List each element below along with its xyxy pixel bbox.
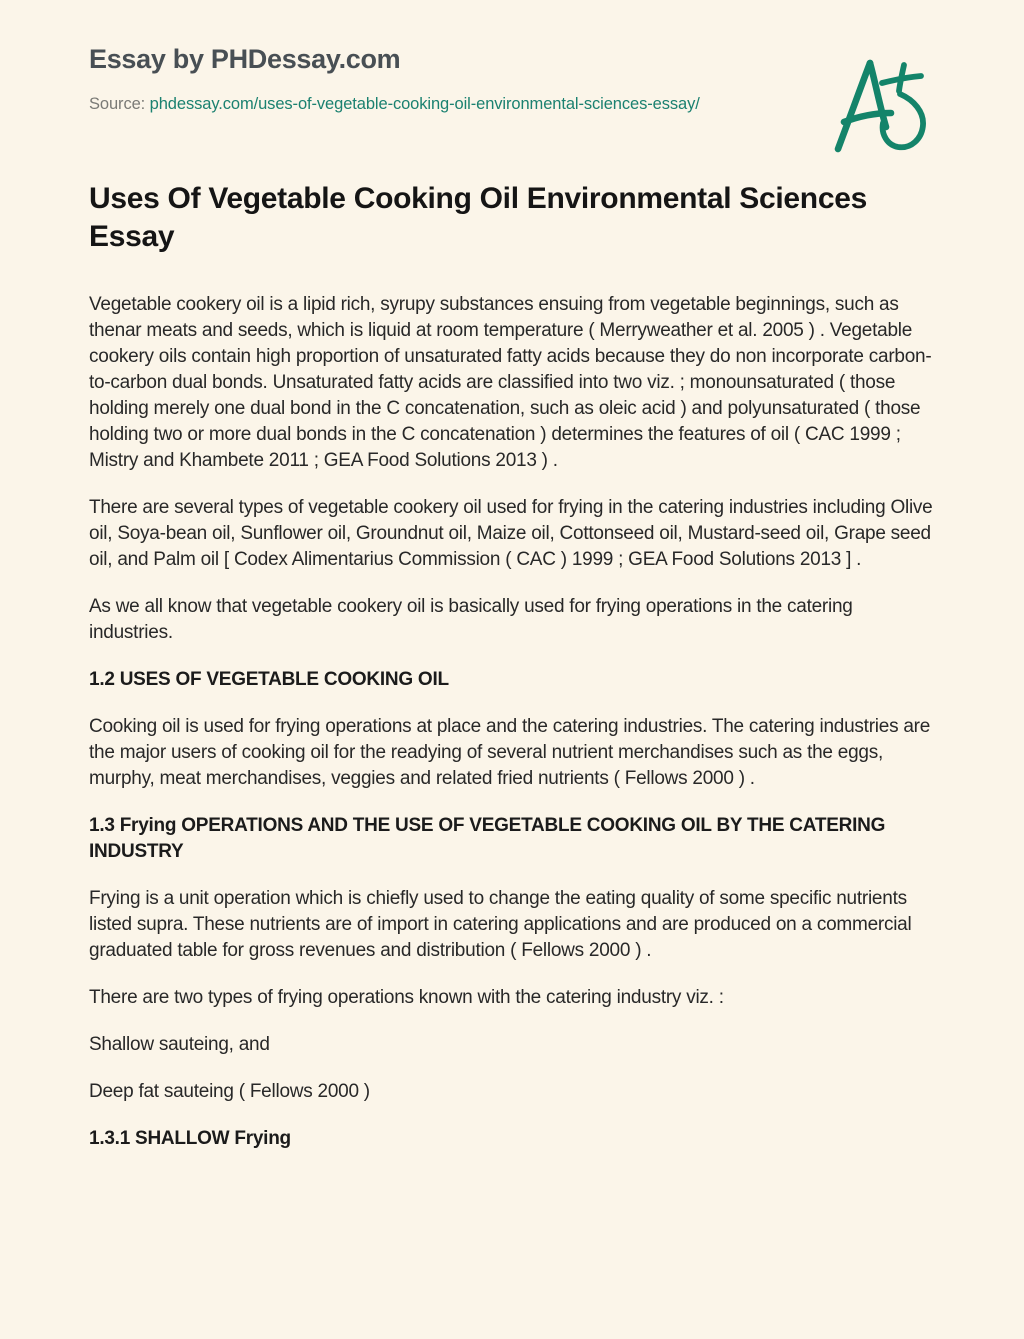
paragraph: Shallow sauteing, and [89, 1034, 270, 1055]
section-heading: 1.3.1 SHALLOW Frying [89, 1128, 291, 1149]
paragraph: Cooking oil is used for frying operations at place and the catering industries. The catering industries are the major users of cooking oil for the readying of several nutrient merchandises such as the eggs, murphy, meat merchandises, veggies and related fried nutrients ( Fellows 2000 ) . [89, 716, 931, 789]
article-body [89, 292, 935, 1152]
source-link[interactable]: phdessay.com/uses-of-vegetable-cooking-oil-environmental-sciences-essay/ [149, 95, 700, 113]
paragraph: There are two types of frying operations known with the catering industry viz. : [89, 987, 724, 1008]
article-title: Uses Of Vegetable Cooking Oil Environmental Sciences Essay [89, 182, 867, 253]
a-plus-logo-icon [830, 56, 930, 158]
paragraph: As we all know that vegetable cookery oil is basically used for frying operations in the catering industries. [89, 596, 853, 643]
paragraph: Frying is a unit operation which is chiefly used to change the eating quality of some specific nutrients listed supra. These nutrients are of import in catering applications and are produced on a commercial graduated table for gross revenues and distribution ( Fellows 2000 ) . [89, 888, 912, 961]
brand-title: Essay by PHDessay.com [89, 44, 401, 74]
page-header [89, 44, 935, 114]
paragraph: Vegetable cookery oil is a lipid rich, syrupy substances ensuing from vegetable beginnings, such as thenar meats and seeds, which is liquid at room temperature ( Merryweather et al. 2005 ) . Vegetable cookery oils contain high proportion of unsaturated fatty acids because they do non incorporate carbon-to-carbon dual bonds. Unsaturated fatty acids are classified into two viz. ; monounsaturated ( those holding merely one dual bond in the C concatenation, such as oleic acid ) and polyunsaturated ( those holding two or more dual bonds in the C concatenation ) determines the features of oil ( CAC 1999 ; Mistry and Khambete 2011 ; GEA Food Solutions 2013 ) . [89, 294, 932, 471]
section-heading: 1.3 Frying OPERATIONS AND THE USE OF VEGETABLE COOKING OIL BY THE CATERING INDUSTRY [89, 815, 886, 862]
source-label: Source: [89, 95, 146, 113]
paragraph: There are several types of vegetable cookery oil used for frying in the catering industries including Olive oil, Soya-bean oil, Sunflower oil, Groundnut oil, Maize oil, Cottonseed oil, Mustard-seed oil, Grape seed oil, and Palm oil [ Codex Alimentarius Commission ( CAC ) 1999 ; GEA Food Solutions 2013 ] . [89, 497, 933, 570]
source-line [89, 95, 935, 114]
section-heading: 1.2 USES OF VEGETABLE COOKING OIL [89, 669, 449, 690]
paragraph: Deep fat sauteing ( Fellows 2000 ) [89, 1081, 370, 1102]
